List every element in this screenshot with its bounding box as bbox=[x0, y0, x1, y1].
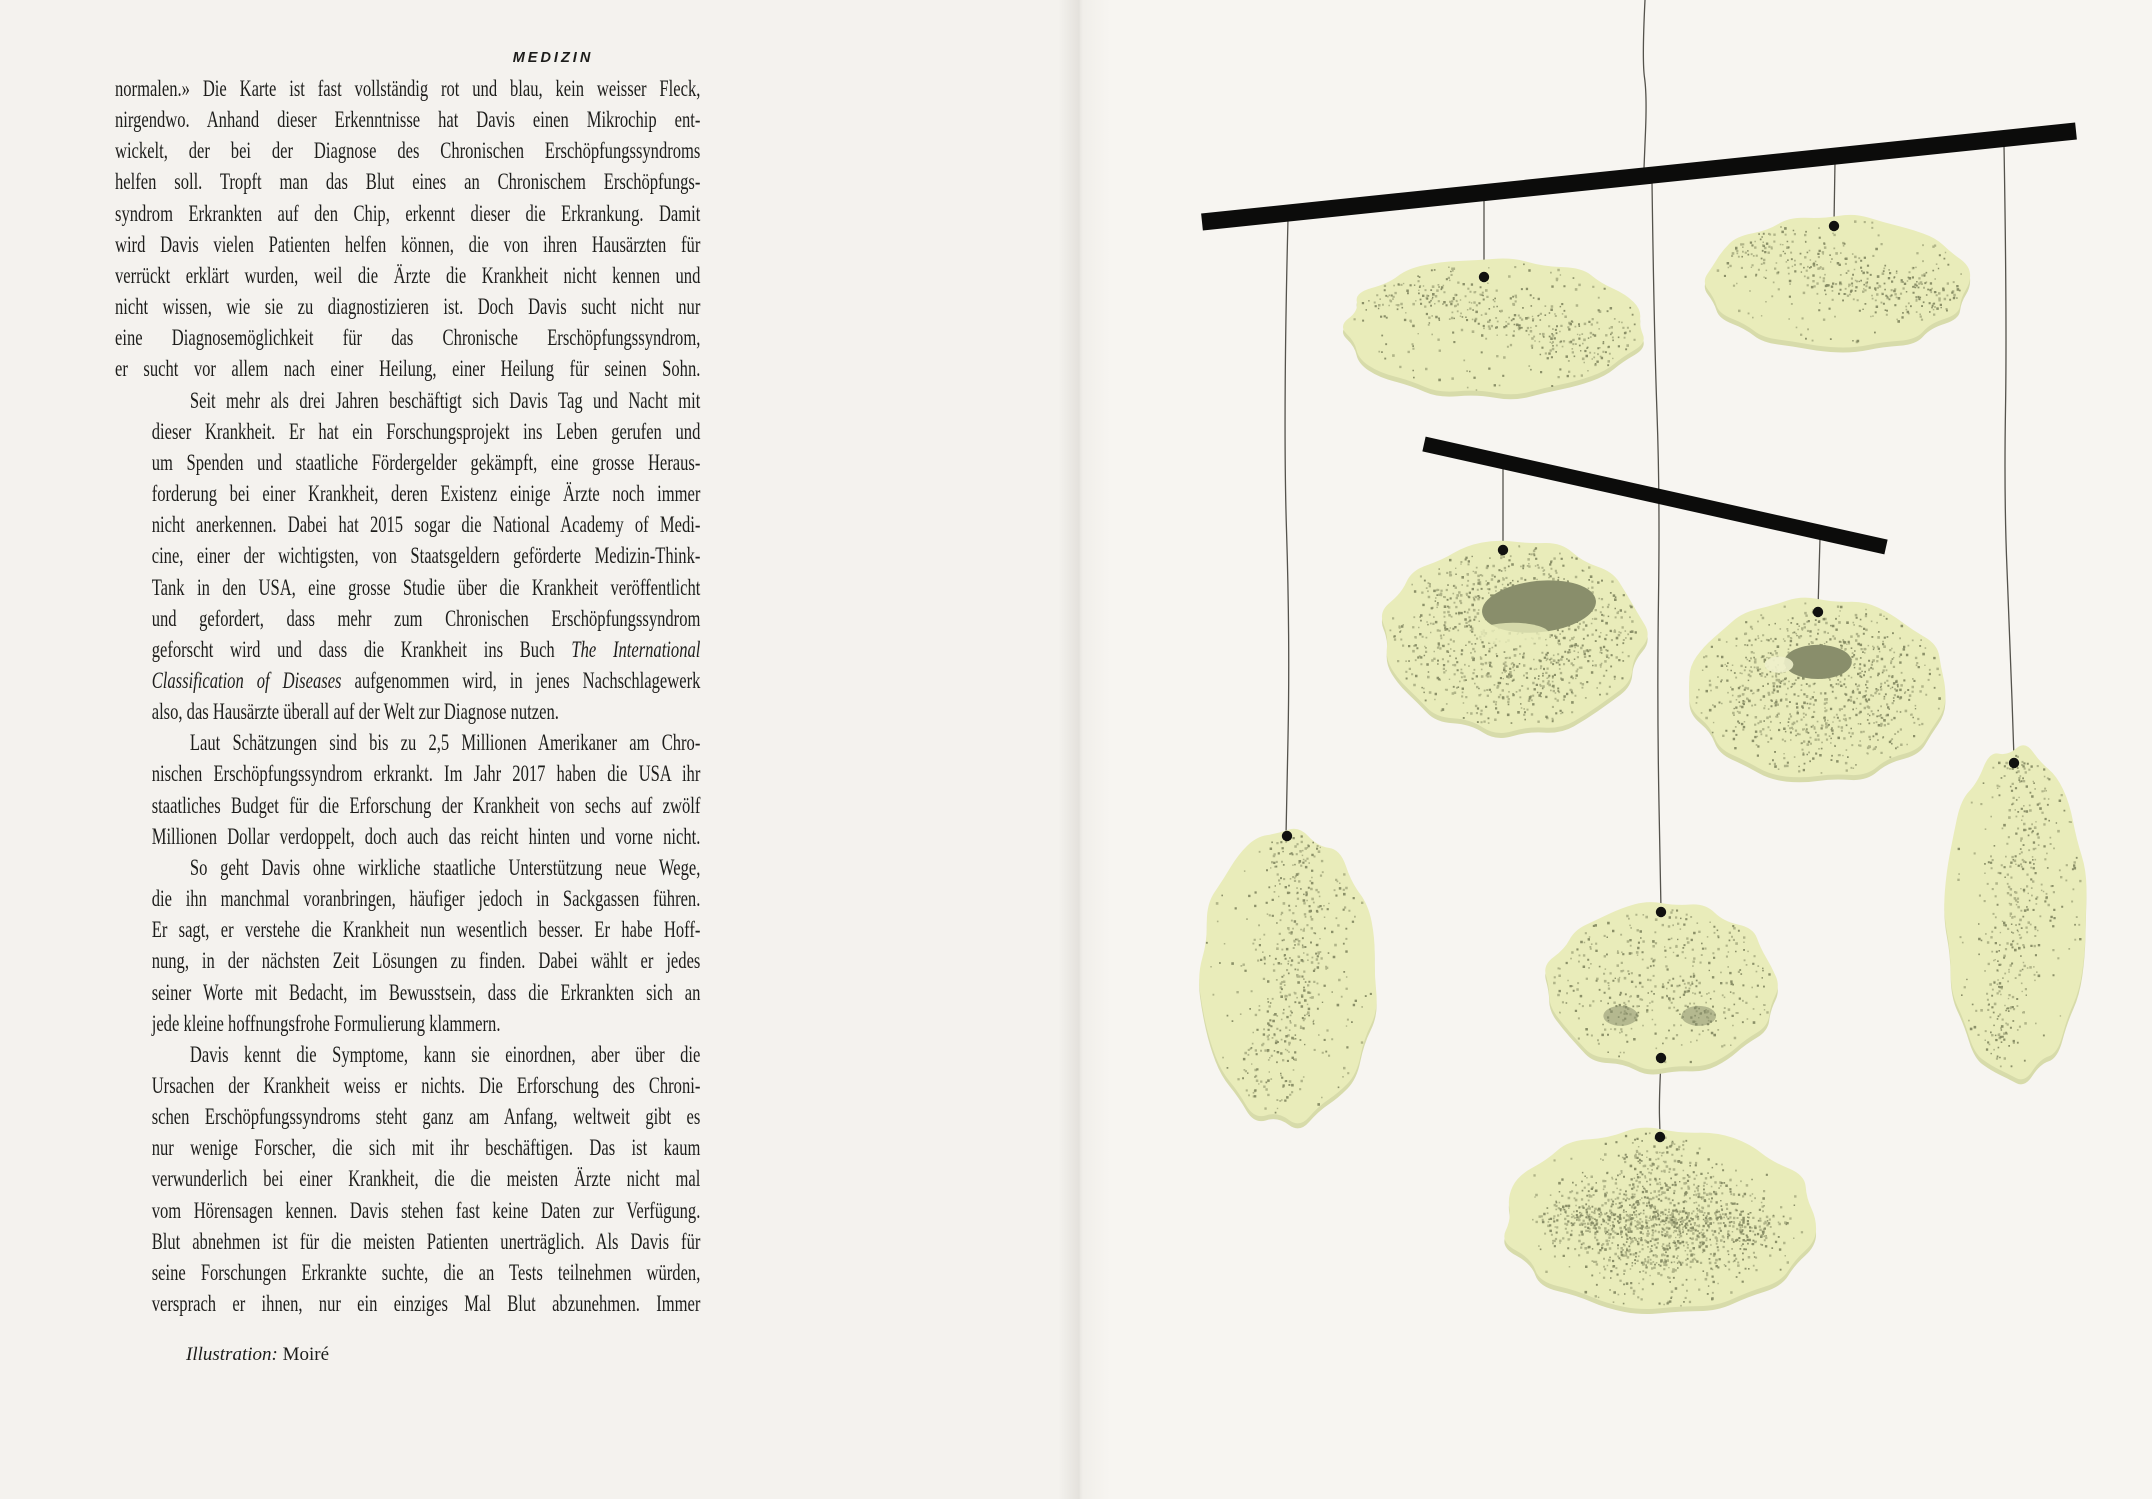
text-line bbox=[152, 1070, 701, 1101]
text-run: er sucht vor allem nach einer Heilung, einer Heilung für seinen Sohn. bbox=[115, 356, 701, 382]
text-run: Blut abnehmen ist für die meisten Patienten unerträglich. Als Davis für bbox=[151, 1228, 701, 1254]
text-run: geforscht wird und dass die Krankheit ins Buch bbox=[151, 636, 572, 662]
page-right bbox=[1080, 0, 2152, 1499]
text-line bbox=[152, 572, 701, 603]
text-run-italic: The International bbox=[571, 636, 701, 662]
text-line bbox=[115, 322, 700, 353]
text-line bbox=[152, 821, 701, 852]
section-kicker: MEDIZIN bbox=[512, 50, 594, 66]
text-run: dieser Krankheit. Er hat ein Forschungsprojekt ins Leben gerufen und bbox=[151, 418, 701, 444]
text-run: eine Diagnosemöglichkeit für das Chronische Erschöpfungssyndrom, bbox=[115, 325, 701, 351]
credit-name: Moiré bbox=[282, 1344, 330, 1365]
text-run: und gefordert, dass mehr zum Chronischen Erschöpfungssyndrom bbox=[151, 605, 701, 631]
text-line bbox=[152, 509, 701, 540]
text-run: forderung bei einer Krankheit, deren Existenz einige Ärzte noch immer bbox=[151, 481, 701, 507]
text-line bbox=[152, 1132, 701, 1163]
text-run: jede kleine hoffnungsfrohe Formulierung klammern. bbox=[151, 1010, 501, 1036]
text-run: seine Forschungen Erkrankte suchte, die an Tests teilnehmen würden, bbox=[151, 1259, 701, 1285]
text-line bbox=[152, 416, 701, 447]
text-run: wickelt, der bei der Diagnose des Chronischen Erschöpfungssyndroms bbox=[115, 138, 701, 164]
text-line bbox=[115, 73, 700, 104]
text-run: nicht anerkennen. Dabei hat 2015 sogar die National Academy of Medi- bbox=[151, 512, 701, 538]
text-line bbox=[152, 478, 701, 509]
credit-label: Illustration: bbox=[186, 1344, 278, 1365]
text-run: cine, einer der wichtigsten, von Staatsgeldern geförderte Medizin-Think- bbox=[151, 543, 701, 569]
text-line bbox=[115, 260, 700, 291]
text-run: Seit mehr als drei Jahren beschäftigt sich Davis Tag und Nacht mit bbox=[189, 387, 701, 413]
text-run: Laut Schätzungen sind bis zu 2,5 Millionen Amerikaner am Chro- bbox=[189, 730, 701, 756]
text-line bbox=[152, 665, 701, 696]
text-run: nur wenige Forscher, die sich mit ihr beschäftigen. Das ist kaum bbox=[151, 1135, 701, 1161]
text-line bbox=[115, 135, 700, 166]
text-run: syndrom Erkrankten auf den Chip, erkennt dieser die Erkrankung. Damit bbox=[115, 200, 701, 226]
text-run: helfen soll. Tropft man das Blut eines an Chronischem Erschöpfungs- bbox=[115, 169, 701, 195]
text-run: versprach er ihnen, nur ein einziges Mal Blut abzunehmen. Immer bbox=[151, 1291, 701, 1317]
text-line bbox=[152, 758, 701, 789]
text-line bbox=[152, 603, 701, 634]
text-line bbox=[190, 1039, 700, 1070]
text-line bbox=[152, 540, 701, 571]
text-line bbox=[152, 1101, 701, 1132]
text-run: nung, in der nächsten Zeit Lösungen zu finden. Dabei wählt er jedes bbox=[151, 948, 701, 974]
text-line bbox=[115, 104, 700, 135]
text-run: verwunderlich bei einer Krankheit, die die meisten Ärzte nicht mal bbox=[151, 1166, 701, 1192]
text-run: So geht Davis ohne wirkliche staatliche Unterstützung neue Wege, bbox=[189, 854, 701, 880]
text-line bbox=[152, 945, 701, 976]
text-line bbox=[115, 166, 700, 197]
text-line bbox=[152, 914, 701, 945]
text-run: aufgenommen wird, in jenes Nachschlagewerk bbox=[341, 667, 701, 693]
page-gutter bbox=[1058, 0, 1110, 1499]
text-run: um Spenden und staatliche Fördergelder gekämpft, eine grosse Heraus- bbox=[151, 449, 701, 475]
text-line bbox=[115, 291, 700, 322]
text-run: normalen.» Die Karte ist fast vollständig rot und blau, kein weisser Fleck, bbox=[115, 76, 701, 101]
text-line bbox=[152, 1257, 701, 1288]
text-run: Er sagt, er verstehe die Krankheit nun wesentlich besser. Er habe Hoff- bbox=[151, 917, 701, 943]
text-run: wird Davis vielen Patienten helfen können, die von ihren Hausärzten für bbox=[115, 231, 701, 257]
text-line bbox=[152, 1226, 701, 1257]
text-run: vom Hörensagen kennen. Davis stehen fast keine Daten zur Verfügung. bbox=[151, 1197, 701, 1223]
text-line bbox=[152, 1008, 701, 1039]
text-run: Davis kennt die Symptome, kann sie einordnen, aber über die bbox=[189, 1041, 701, 1067]
text-line bbox=[190, 852, 700, 883]
text-line bbox=[152, 790, 701, 821]
text-run: die ihn manchmal voranbringen, häufiger jedoch in Sackgassen führen. bbox=[151, 886, 701, 912]
text-line bbox=[152, 1163, 701, 1194]
text-run: staatliches Budget für die Erforschung der Krankheit von sechs auf zwölf bbox=[151, 792, 701, 818]
text-line bbox=[152, 1288, 701, 1319]
text-line bbox=[190, 385, 700, 416]
text-run: verrückt erklärt wurden, weil die Ärzte die Krankheit nicht kennen und bbox=[115, 262, 701, 288]
text-line bbox=[152, 1195, 701, 1226]
text-run-italic: Classification of Diseases bbox=[151, 667, 342, 693]
text-run: schen Erschöpfungssyndroms steht ganz am Anfang, weltweit gibt es bbox=[151, 1104, 701, 1130]
text-run: seiner Worte mit Bedacht, im Bewusstsein, dass die Erkrankten sich an bbox=[151, 979, 701, 1005]
text-line bbox=[152, 696, 701, 727]
article-text bbox=[115, 73, 700, 1319]
text-run: Tank in den USA, eine grosse Studie über die Krankheit veröffentlicht bbox=[151, 574, 701, 600]
text-line bbox=[152, 634, 701, 665]
text-line bbox=[115, 229, 700, 260]
text-line bbox=[152, 977, 701, 1008]
text-line bbox=[190, 727, 700, 758]
text-line bbox=[115, 353, 700, 384]
illustration-credit bbox=[186, 1344, 329, 1366]
text-run: nischen Erschöpfungssyndrom erkrankt. Im Jahr 2017 haben die USA ihr bbox=[151, 761, 701, 787]
text-line bbox=[115, 198, 700, 229]
text-run: nicht wissen, wie sie zu diagnostizieren ist. Doch Davis sucht nicht nur bbox=[115, 294, 701, 320]
text-run: Millionen Dollar verdoppelt, doch auch das reicht hinten und vorne nicht. bbox=[151, 823, 701, 849]
text-run: also, das Hausärzte überall auf der Welt zur Diagnose nutzen. bbox=[151, 699, 559, 725]
text-run: nirgendwo. Anhand dieser Erkenntnisse hat Davis einen Mikrochip ent- bbox=[115, 107, 701, 133]
text-line bbox=[152, 447, 701, 478]
text-run: Ursachen der Krankheit weiss er nichts. Die Erforschung des Chroni- bbox=[151, 1073, 701, 1098]
text-line bbox=[152, 883, 701, 914]
